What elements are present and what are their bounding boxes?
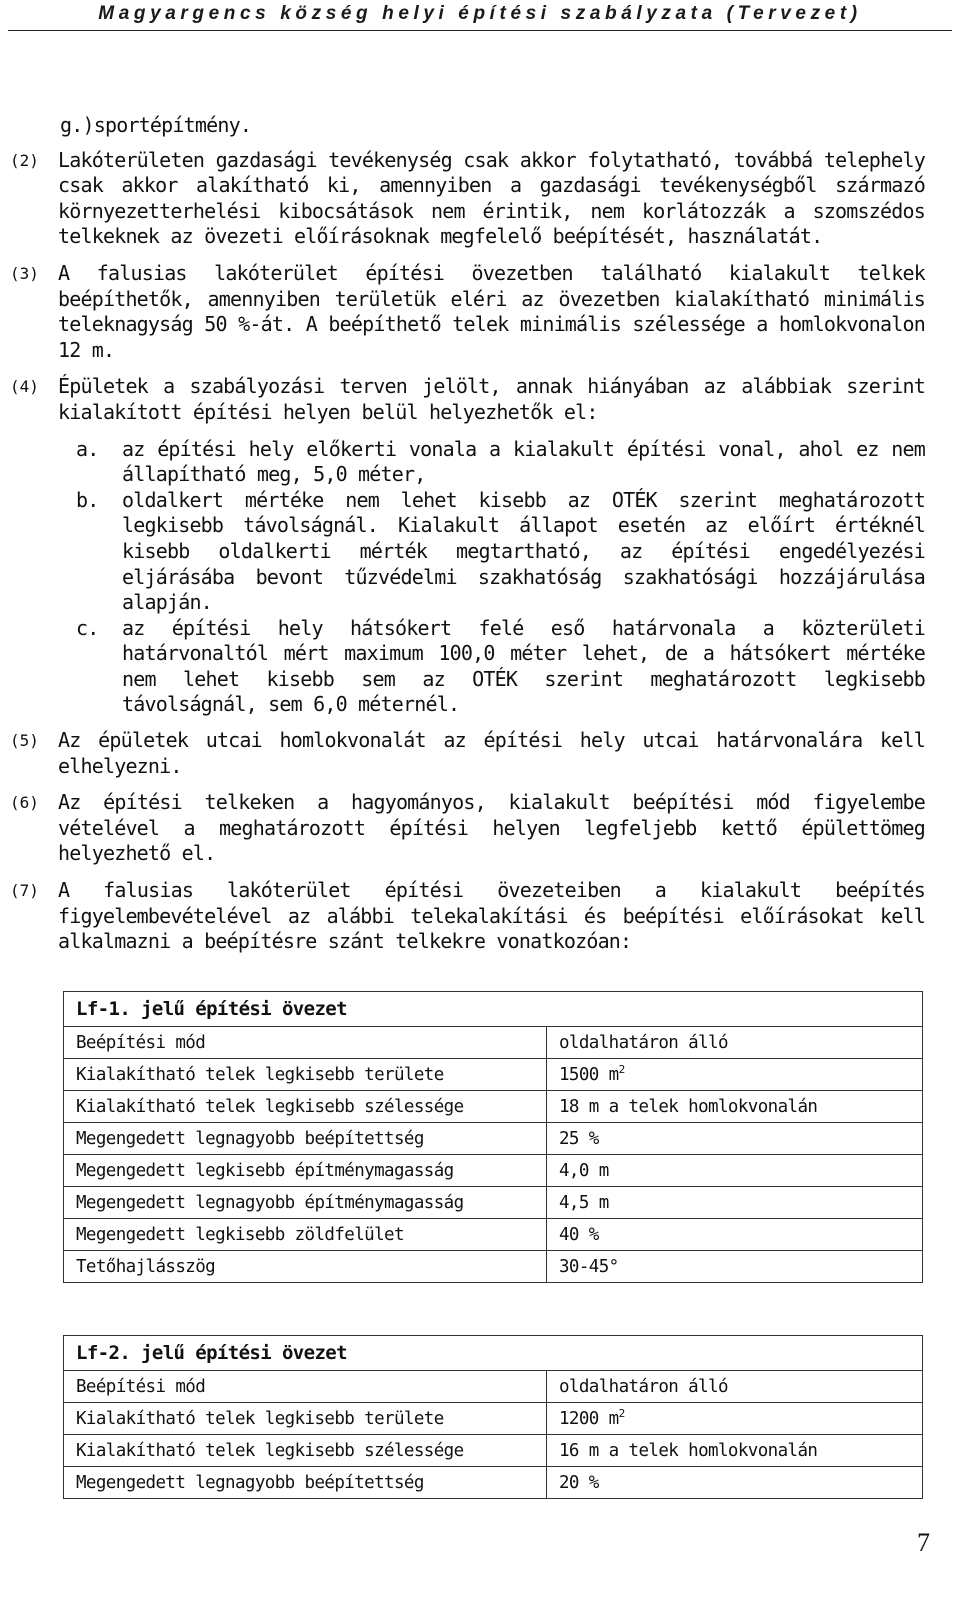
zone-table-lf1 (63, 991, 923, 1283)
item-text: az építési hely hátsókert felé eső határvonala a közterületi határvonaltól mért maximum 100,0 méter lehet, de a hátsókert mértéke nem lehet kisebb sem az OTÉK szerint meghatározott legkisebb távolságnál, sem 6,0 méternél. (122, 615, 925, 717)
table-row (64, 1091, 923, 1123)
item-text: az építési hely előkerti vonala a kialakult építési vonal, ahol ez nem állapítható meg, 5,0 méter, (122, 436, 925, 487)
table-value: 40 % (547, 1219, 923, 1251)
table-value: 25 % (547, 1123, 923, 1155)
item-marker: b. (76, 487, 99, 512)
table-value: 20 % (547, 1467, 923, 1499)
item-list (76, 437, 925, 719)
paragraph-3 (10, 261, 925, 363)
table-row (64, 1155, 923, 1187)
table-key: Megengedett legkisebb építménymagasság (64, 1155, 547, 1187)
table-key: Beépítési mód (64, 1027, 547, 1059)
table-key: Tetőhajlásszög (64, 1251, 547, 1283)
item-text: oldalkert mértéke nem lehet kisebb az OTÉK szerint meghatározott legkisebb távolságnál. Kialakult állapot esetén az előírt értéknél kisebb oldalkerti mérték megtartható, az építési engedélyezési eljárásába bevont tűzvédelmi szakhatóság szakhatósági hozzájárulása alapján. (122, 487, 925, 615)
paragraph-2 (10, 148, 925, 250)
paragraph-text: Épületek a szabályozási terven jelölt, annak hiányában az alábbiak szerint kialakított építési helyen belül helyezhetők el: (58, 374, 925, 424)
table-row (64, 1467, 923, 1499)
table-value: oldalhatáron álló (547, 1027, 923, 1059)
paragraph-number: (4) (10, 377, 39, 397)
paragraph-text: A falusias lakóterület építési övezetben található kialakult telkek beépíthetők, amennyiben területük eléri az övezetben kialakítható minimális teleknagyság 50 %-át. A beépíthető telek minimális szélessége a homlokvonalon 12 m. (58, 260, 925, 362)
table-key: Megengedett legnagyobb beépítettség (64, 1123, 547, 1155)
table-row (64, 1403, 923, 1435)
table-key: Beépítési mód (64, 1371, 547, 1403)
zone-table-lf2 (63, 1335, 923, 1499)
paragraph-number: (5) (10, 731, 39, 751)
page-header: Magyargencs község helyi építési szabályzata (Tervezet) (98, 3, 862, 24)
table-key: Megengedett legkisebb zöldfelület (64, 1219, 547, 1251)
table-row (64, 1219, 923, 1251)
table-row (64, 1027, 923, 1059)
paragraph-text: Az épületek utcai homlokvonalát az építési hely utcai határvonalára kell elhelyezni. (58, 728, 925, 778)
table-key: Kialakítható telek legkisebb szélessége (64, 1435, 547, 1467)
table-row (64, 1251, 923, 1283)
table-title: Lf-1. jelű építési övezet (64, 992, 923, 1027)
table-key: Megengedett legnagyobb beépítettség (64, 1467, 547, 1499)
paragraph-7 (10, 878, 925, 955)
paragraph-5 (10, 728, 925, 779)
table-key: Kialakítható telek legkisebb területe (64, 1059, 547, 1091)
paragraph-text: Lakóterületen gazdasági tevékenység csak akkor folytatható, továbbá telephely csak akkor alakítható ki, amennyiben a gazdasági tevékenységből származó környezetterhelési kibocsátások nem érintik, nem korlátozzák a szomszédos telkeknek az övezeti előírásoknak megfelelő beépítését, használatát. (58, 147, 925, 249)
table-value: oldalhatáron álló (547, 1371, 923, 1403)
table-title: Lf-2. jelű építési övezet (64, 1336, 923, 1371)
paragraph-number: (6) (10, 793, 39, 813)
paragraph-6 (10, 790, 925, 867)
item-marker: c. (76, 615, 99, 640)
paragraph-4 (10, 374, 925, 425)
table-row (64, 1123, 923, 1155)
table-row (64, 1187, 923, 1219)
paragraph-text: A falusias lakóterület építési övezeteiben a kialakult beépítés figyelembevételével az alábbi telekalakítási és beépítési előírásokat kell alkalmazni a beépítésre szánt telkekre vonatkozóan: (58, 878, 925, 954)
list-item (76, 616, 925, 718)
list-item (76, 488, 925, 616)
table-value: 4,0 m (547, 1155, 923, 1187)
document-body (10, 113, 925, 966)
table-row (64, 1371, 923, 1403)
paragraph-number: (3) (10, 263, 39, 283)
table-key: Kialakítható telek legkisebb területe (64, 1403, 547, 1435)
paragraph-number: (2) (10, 150, 39, 170)
table-value: 30-45° (547, 1251, 923, 1283)
table-value: 1200 $m^2$ (547, 1403, 923, 1435)
table-row (64, 1059, 923, 1091)
table-value: 1500 $m^2$ (547, 1059, 923, 1091)
paragraph-number: (7) (10, 881, 39, 901)
paragraph-text: Az építési telkeken a hagyományos, kialakult beépítési mód figyelembe vételével a meghatározott építési helyen legfeljebb kettő épülettömeg helyezhető el. (58, 790, 925, 866)
list-item (76, 437, 925, 488)
intro-line: g.)sportépítmény. (60, 113, 252, 137)
header-rule (8, 30, 952, 31)
table-key: Megengedett legnagyobb építménymagasság (64, 1187, 547, 1219)
item-marker: a. (76, 436, 99, 461)
table-key: Kialakítható telek legkisebb szélessége (64, 1091, 547, 1123)
table-value: 18 m a telek homlokvonalán (547, 1091, 923, 1123)
page-number: 7 (917, 1528, 930, 1557)
table-row (64, 1435, 923, 1467)
table-value: 16 m a telek homlokvonalán (547, 1435, 923, 1467)
table-value: 4,5 m (547, 1187, 923, 1219)
